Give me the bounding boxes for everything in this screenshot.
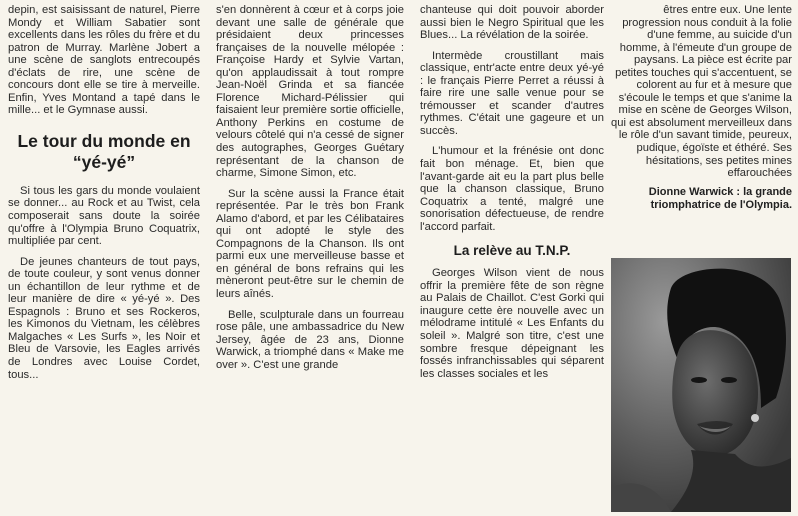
column-3 bbox=[420, 4, 604, 380]
column-2 bbox=[216, 4, 404, 371]
column-1-paragraph-2: Si tous les gars du monde voulaient se donner... au Rock et au Twist, cela composerait sans doute la soirée qu'offre à l'Olympia Bruno Coquatrix, multipliée par cent. bbox=[8, 184, 200, 248]
photo-caption: Dionne Warwick : la grande triomphatrice de l'Olympia. bbox=[648, 185, 792, 211]
article-headline: Le tour du monde en “yé-yé” bbox=[17, 130, 191, 172]
column-2-paragraph-1: s'en donnèrent à cœur et à corps joie devant une salle de générale que présidaient deux princesses françaises de la nouvelle mélopée : Françoise Hardy et Sylvie Vartan, qu'on applaudissait à tout rompre Jean-Noël Grinda et sa fiancée Florence Michard-Pélissier qui faisaient leur première sortie officielle, Anthony Perkins en costume de velours côtelé qui n'a cessé de signer des autographes, Georges Guétary représentant de la chanson de charme, Simone Simon, etc. bbox=[216, 4, 404, 180]
column-1-paragraph-1: depin, est saisissant de naturel, Pierre Mondy et William Sabatier sont excellents dans les rôles du frère et du patron de Murray. Marlène Jobert a une scène de sanglots entrecoupés d'éclats de rire, une scène de concours dont elle se tire à merveille. Enfin, Yves Montand a tapé dans le mille... et le Gymnase aussi. bbox=[8, 4, 200, 117]
column-4 bbox=[610, 4, 792, 212]
portrait-image bbox=[611, 258, 791, 512]
column-3-paragraph-3: L'humour et la frénésie ont donc fait bon ménage. Et, bien que l'avant-garde ait eu la part plus belle que la chanson classique, Bruno Coquatrix a tenté, malgré une sonorisation défectueuse, de rendre l'accord parfait. bbox=[420, 145, 604, 233]
column-4-paragraph-1: êtres entre eux. Une lente progression nous conduit à la folie d'une femme, au suicide d'un homme, à l'émeute d'un groupe de paysans. La pièce est écrite par petites touches qui s'accentuent, se colorent au fur et à mesure que s'écoule le temps et que s'anime la mise en scène de Georges Wilson, qui est absolument merveilleux dans le rôle d'un savant timide, peureux, pudique, égoïste et éthéré. Ses hésitations, ses petites mines effarouchées bbox=[611, 4, 792, 180]
column-3-paragraph-2: Intermède croustillant mais classique, entr'acte entre deux yé-yé : le français Pierre Perret a réussi à faire rire une salle venue pour se trémousser et scander d'autres rythmes. C'était une gageure et un succès. bbox=[420, 49, 604, 137]
column-1-paragraph-3: De jeunes chanteurs de tout pays, de toute couleur, y sont venus donner un échantillon de leur rythme et de leur manière de dire « yé-yé ». Des Espagnols : Bruno et ses Rockeros, les Kimonos du Vietnam, les célèbres Malgaches « Les Surfs », les Noir et Bleu de Varsovie, les Eagles arrivés de Londres avec Louise Cordet, tous... bbox=[8, 255, 200, 381]
column-3-paragraph-1: chanteuse qui doit pouvoir aborder aussi bien le Negro Spiritual que les Blues... La révélation de la soirée. bbox=[420, 4, 604, 42]
section-subheading: La relève au T.N.P. bbox=[453, 243, 571, 259]
column-1 bbox=[8, 4, 200, 381]
column-2-paragraph-2: Sur la scène aussi la France était représentée. Par le très bon Frank Alamo d'abord, et par les Célibataires qui ont adopté le style des Compagnons de la Chanson. Ils ont parmi eux une merveilleuse basse et en général de bons refrains qui les mèneront peut-être sur le chemin de leurs aînés. bbox=[216, 187, 404, 301]
column-2-paragraph-3: Belle, sculpturale dans un fourreau rose pâle, une ambassadrice du New Jersey, âgée de 23 ans, Dionne Warwick, a triomphé dans « Make me over ». C'est une grande bbox=[216, 308, 404, 371]
dionne-warwick-photo bbox=[611, 258, 791, 512]
column-3-paragraph-4: Georges Wilson vient de nous offrir la première fête de son règne au Palais de Chaillot. C'est Gorki qui inaugure cette ère nouvelle avec un mélodrame intitulé « Les Enfants du soleil ». Malgré son titre, c'est une sombre fresque dépeignant les fossés infranchissables qui séparent les classes sociales et les bbox=[420, 267, 604, 380]
